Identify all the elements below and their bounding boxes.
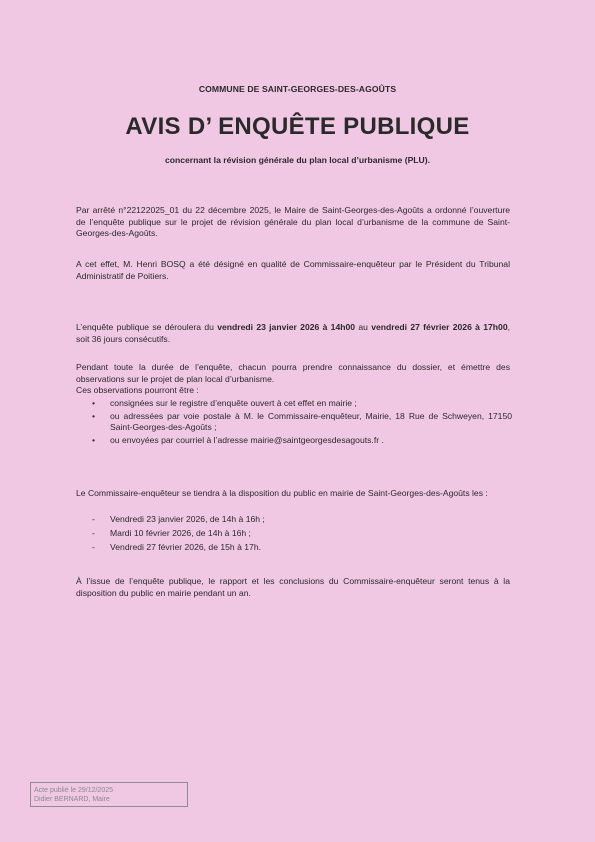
paragraph-commissaire: A cet effet, M. Henri BOSQ a été désigné en qualité de Commissaire-enquêteur par le Président du Tribunal Administratif de Poitiers. bbox=[76, 259, 510, 281]
enquete-start: vendredi 23 janvier 2026 à 14h00 bbox=[217, 322, 356, 332]
list-item-text: consignées sur le registre d’enquête ouvert à cet effet en mairie ; bbox=[110, 398, 357, 408]
dash-icon: - bbox=[92, 514, 95, 524]
list-item bbox=[92, 411, 512, 434]
paragraph-permanences: Le Commissaire-enquêteur se tiendra à la disposition du public en mairie de Saint-Georges-des-Agoûts les : bbox=[76, 488, 488, 498]
list-item bbox=[92, 514, 512, 526]
publication-stamp bbox=[30, 782, 188, 807]
bullet-icon: • bbox=[92, 410, 96, 421]
list-item bbox=[92, 542, 512, 554]
dash-icon: - bbox=[92, 542, 95, 552]
paragraph-rapport: À l’issue de l’enquête publique, le rapport et les conclusions du Commissaire-enquêteur seront tenus à la disposition du public en mairie pendant un an. bbox=[76, 576, 510, 598]
enquete-end: vendredi 27 février 2026 à 17h00 bbox=[371, 322, 508, 332]
paragraph-consultation: Pendant toute la durée de l’enquête, chacun pourra prendre connaissance du dossier, et émettre des observations sur le projet de plan local d’urbanisme. bbox=[76, 362, 510, 384]
list-item bbox=[92, 528, 512, 540]
list-item bbox=[92, 398, 512, 410]
observation-list bbox=[92, 398, 512, 447]
commune-heading: COMMUNE DE SAINT-GEORGES-DES-AGOÛTS bbox=[198, 84, 397, 94]
stamp-line-signatory: Didier BERNARD, Maire bbox=[34, 796, 110, 803]
list-item-text: Vendredi 23 janvier 2026, de 14h à 16h ; bbox=[110, 514, 265, 524]
enquete-prefix: L’enquête publique se déroulera du bbox=[76, 322, 218, 332]
list-item-text: Mardi 10 février 2026, de 14h à 16h ; bbox=[110, 528, 251, 538]
stamp-line-published: Acte publié le 29/12/2025 bbox=[34, 787, 114, 794]
dash-icon: - bbox=[92, 528, 95, 538]
list-item bbox=[92, 435, 512, 447]
list-item-text: ou adressées par voie postale à M. le Commissaire-enquêteur, Mairie, 18 Rue de Schweyen, 17150 Saint-Georges-des-Agoûts ; bbox=[110, 410, 512, 432]
paragraph-dates-enquete bbox=[76, 322, 510, 345]
notice-subtitle: concernant la révision générale du plan local d’urbanisme (PLU). bbox=[164, 155, 431, 165]
bullet-icon: • bbox=[92, 434, 96, 445]
enquete-middle: au bbox=[355, 322, 372, 332]
list-item-text: Vendredi 27 février 2026, de 15h à 17h. bbox=[110, 542, 261, 552]
permanence-list bbox=[92, 514, 512, 556]
notice-title: AVIS D’ ENQUÊTE PUBLIQUE bbox=[125, 113, 470, 140]
list-item-text: ou envoyées par courriel à l’adresse mairie@saintgeorgesdesagouts.fr . bbox=[110, 434, 384, 445]
enquete-suffix: , soit 36 jours consécutifs. bbox=[76, 322, 510, 344]
paragraph-arrete: Par arrêté n°22122025_01 du 22 décembre 2025, le Maire de Saint-Georges-des-Agoûts a ordonné l’ouverture de l’enquête publique sur le projet de révision générale du plan local d’urbanisme de la commune de Saint-Georges-des-Agoûts. bbox=[76, 205, 510, 238]
paragraph-observations: Ces observations pourront être : bbox=[76, 385, 199, 395]
bullet-icon: • bbox=[92, 398, 96, 408]
